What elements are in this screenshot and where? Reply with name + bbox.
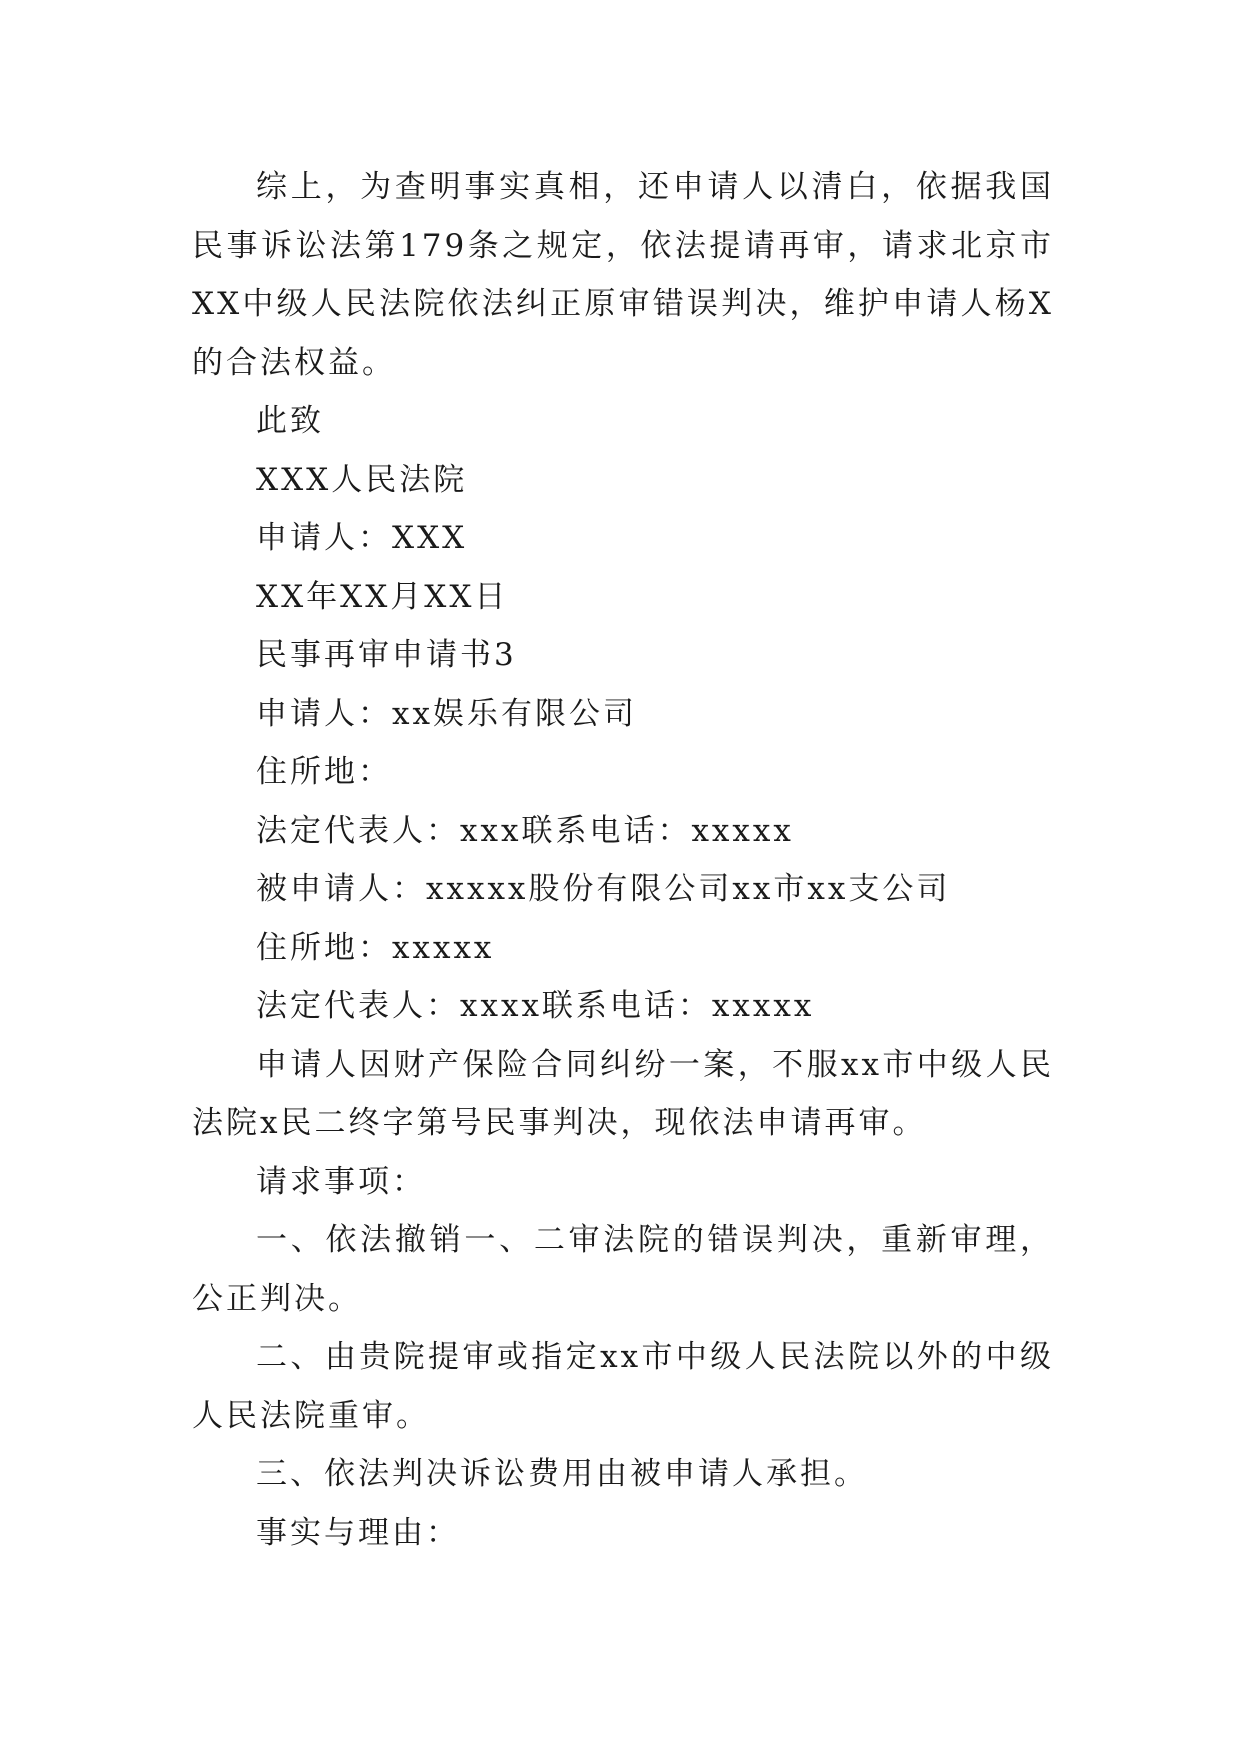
case-summary-paragraph: 申请人因财产保险合同纠纷一案，不服xx市中级人民法院x民二终字第号民事判决，现依法申请再审。 [192,1046,1054,1141]
applicant-representative-line: 法定代表人：xxx联系电话：xxxxx [256,812,794,849]
respondent-line: 被申请人：xxxxx股份有限公司xx市xx支公司 [256,871,951,907]
respondent-address-line: 住所地：xxxxx [256,929,495,966]
applicant-signature-line: 申请人：XXX [256,520,468,556]
respondent-representative-line: 法定代表人：xxxx联系电话：xxxxx [256,988,815,1024]
salutation-line: 此致 [256,403,324,439]
document-body [192,158,1054,1562]
request-item-3: 三、依法判决诉讼费用由被申请人承担。 [256,1456,868,1492]
conclusion-paragraph: 综上，为查明事实真相，还申请人以清白，依据我国民事诉讼法第179条之规定，依法提请再审，请求北京市XX中级人民法院依法纠正原审错误判决，维护申请人杨X的合法权益。 [192,169,1054,381]
applicant-line: 申请人：xx娱乐有限公司 [256,695,637,732]
date-line: XX年XX月XX日 [256,578,509,615]
court-name-line: XXX人民法院 [256,461,468,498]
applicant-address-line: 住所地： [256,754,392,790]
facts-heading: 事实与理由： [256,1514,460,1551]
requests-heading: 请求事项： [256,1163,426,1200]
request-item-1: 一、依法撤销一、二审法院的错误判决，重新审理，公正判决。 [192,1222,1054,1317]
section-title-line: 民事再审申请书3 [256,637,517,673]
request-item-2: 二、由贵院提审或指定xx市中级人民法院以外的中级人民法院重审。 [192,1339,1054,1434]
